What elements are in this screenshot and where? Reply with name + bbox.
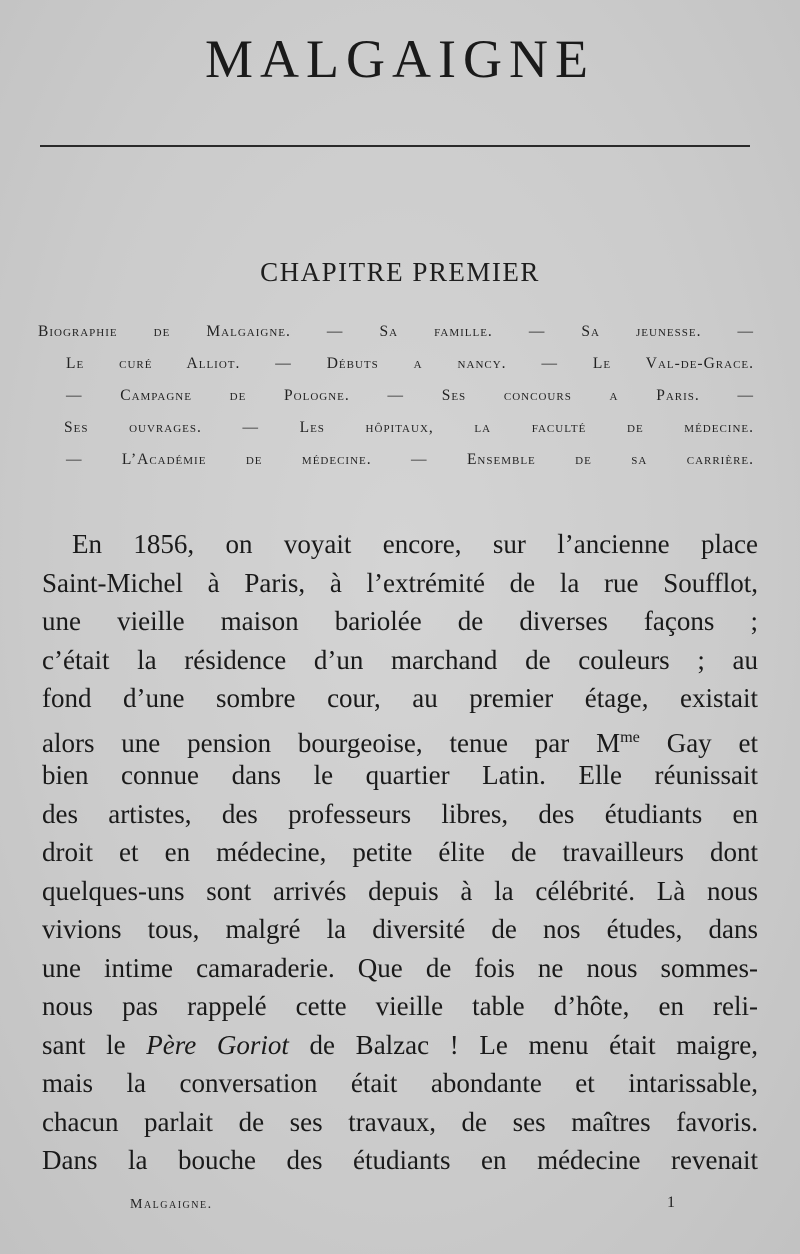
page-number: 1 xyxy=(667,1194,675,1211)
summary-line: Le curé Alliot. — Débuts a nancy. — Le Val-de-Grace. xyxy=(66,355,754,372)
summary-line: Biographie de Malgaigne. — Sa famille. — Sa jeunesse. — xyxy=(38,323,754,340)
body-line: mais la conversation était abondante et intarissable, xyxy=(42,1068,758,1098)
summary-line: — Campagne de Pologne. — Ses concours a Paris. — xyxy=(66,387,754,404)
summary-line: — L’Académie de médecine. — Ensemble de sa carrière. xyxy=(66,451,754,468)
body-line: vivions tous, malgré la diversité de nos études, dans xyxy=(42,914,758,944)
book-title-italic: Père Goriot xyxy=(146,1029,289,1060)
body-line: Dans la bouche des étudiants en médecine revenait xyxy=(42,1145,758,1175)
body-line: fond d’une sombre cour, au premier étage, existait xyxy=(42,683,758,713)
body-line: Saint-Michel à Paris, à l’extrémité de la rue Soufflot, xyxy=(42,567,758,598)
body-line: quelques-uns sont arrivés depuis à la célébrité. Là nous xyxy=(42,875,758,906)
chapter-heading: CHAPITRE PREMIER xyxy=(260,257,540,287)
body-line: bien connue dans le quartier Latin. Elle réunissait xyxy=(42,760,758,790)
body-line: alors une pension bourgeoise, tenue par $M^{me}$ Gay et xyxy=(42,727,758,758)
body-line: c’était la résidence d’un marchand de couleurs ; au xyxy=(42,644,758,675)
body-line: une intime camaraderie. Que de fois ne nous sommes- xyxy=(42,952,758,983)
body-line: droit et en médecine, petite élite de travailleurs dont xyxy=(42,837,758,867)
superscript: me xyxy=(620,727,640,746)
body-text xyxy=(42,525,758,1180)
body-line: sant le Père Goriot de Balzac ! Le menu était maigre, xyxy=(42,1029,758,1060)
body-line: une vieille maison bariolée de diverses façons ; xyxy=(42,606,758,636)
body-line: des artistes, des professeurs libres, des étudiants en xyxy=(42,798,758,829)
body-line: En 1856, on voyait encore, sur l’ancienne place xyxy=(72,529,758,559)
body-line: chacun parlait de ses travaux, de ses maîtres favoris. xyxy=(42,1106,758,1137)
running-title: MALGAIGNE xyxy=(205,29,595,89)
body-line: nous pas rappelé cette vieille table d’hôte, en reli- xyxy=(42,991,758,1021)
footer-signature: Malgaigne. xyxy=(130,1197,213,1212)
title-rule xyxy=(40,145,750,147)
summary-line: Ses ouvrages. — Les hôpitaux, la faculté de médecine. xyxy=(64,419,754,436)
chapter-summary xyxy=(38,316,754,476)
